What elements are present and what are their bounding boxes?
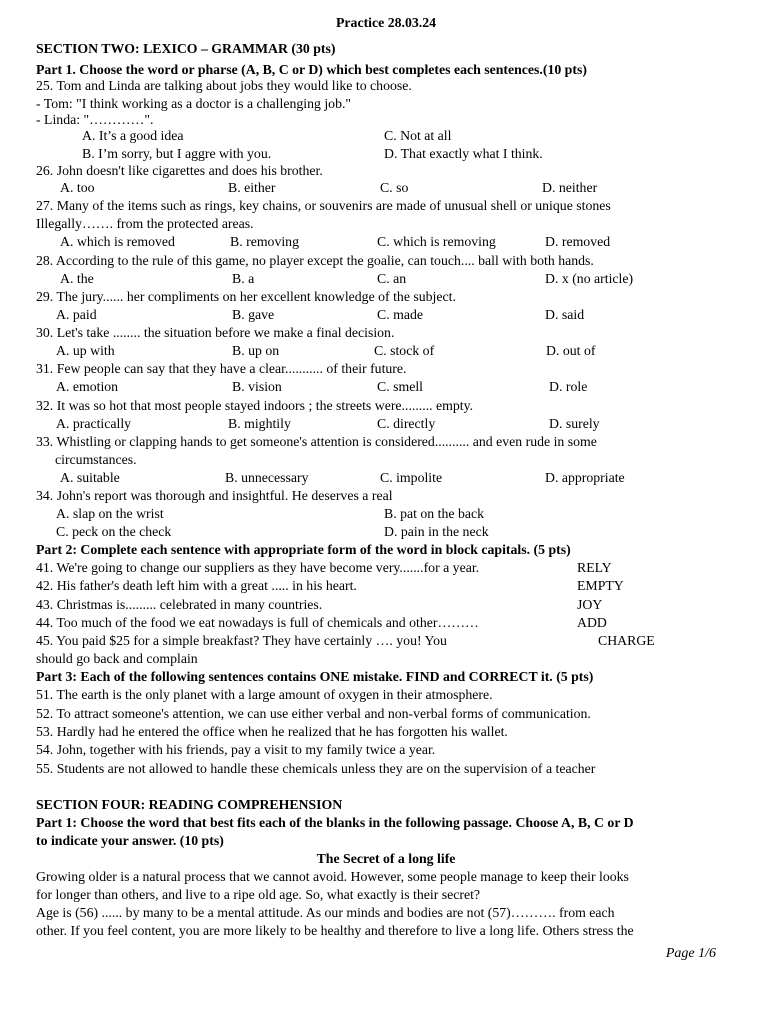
part3-item-53: 53. Hardly had he entered the office when he realized that he has forgotten his wallet. (36, 724, 508, 739)
q34-option-d: D. pain in the neck (384, 524, 489, 539)
part2-item-45-cont: should go back and complain (36, 651, 198, 666)
q25-option-a: A. It’s a good idea (82, 128, 184, 143)
q29-option-b: B. gave (232, 307, 275, 322)
part3-item-51: 51. The earth is the only planet with a large amount of oxygen in their atmosphere. (36, 687, 493, 702)
q33-option-b: B. unnecessary (225, 470, 309, 485)
q31-option-a: A. emotion (56, 379, 119, 394)
q25-option-c: C. Not at all (384, 128, 452, 143)
q34-option-a: A. slap on the wrist (56, 506, 164, 521)
passage-line-4: other. If you feel content, you are more likely to be healthy and therefore to live a long life. Others stress the (36, 923, 634, 938)
q28-option-b: B. a (232, 271, 255, 286)
q27-stem-line2: Illegally……. from the protected areas. (36, 216, 254, 231)
q34-option-c: C. peck on the check (56, 524, 172, 539)
q26-stem: 26. John doesn't like cigarettes and does his brother. (36, 163, 323, 178)
q32-option-a: A. practically (56, 416, 132, 431)
q25-tom: - Tom: "I think working as a doctor is a challenging job." (36, 96, 352, 111)
q30-option-a: A. up with (56, 343, 115, 358)
part3-item-55: 55. Students are not allowed to handle these chemicals unless they are on the supervision of a teacher (36, 761, 596, 776)
q33-option-d: D. appropriate (545, 470, 625, 485)
q27-option-d: D. removed (545, 234, 611, 249)
q30-option-b: B. up on (232, 343, 280, 358)
reading-part1-heading-line1: Part 1: Choose the word that best fits each of the blanks in the following passage. Choose A, B, C or D (36, 815, 634, 830)
q25-stem: 25. Tom and Linda are talking about jobs they would like to choose. (36, 78, 412, 93)
part3-item-52: 52. To attract someone's attention, we can use either verbal and non-verbal forms of communication. (36, 706, 591, 721)
q33-option-c: C. impolite (380, 470, 443, 485)
passage-line-2: for longer than others, and live to a ripe old age. So, what exactly is their secret? (36, 887, 481, 902)
q34-option-b: B. pat on the back (384, 506, 485, 521)
q32-stem: 32. It was so hot that most people stayed indoors ; the streets were......... empty. (36, 398, 474, 413)
passage-line-1: Growing older is a natural process that we cannot avoid. However, some people manage to keep their looks (36, 869, 629, 884)
part2-word-44: ADD (577, 615, 607, 630)
part2-item-41: 41. We're going to change our suppliers as they have become very.......for a year. (36, 560, 480, 575)
part2-word-45: CHARGE (598, 633, 655, 648)
q28-stem: 28. According to the rule of this game, no player except the goalie, can touch.... ball with both hands. (36, 253, 594, 268)
q27-stem-line1: 27. Many of the items such as rings, key chains, or souvenirs are made of unusual shell or unique stones (36, 198, 611, 213)
q30-stem: 30. Let's take ........ the situation before we make a final decision. (36, 325, 395, 340)
q30-option-c: C. stock of (374, 343, 435, 358)
part2-heading: Part 2: Complete each sentence with appropriate form of the word in block capitals. (5 pts) (36, 542, 571, 557)
q26-option-b: B. either (228, 180, 276, 195)
part2-word-42: EMPTY (577, 578, 624, 593)
part2-item-42: 42. His father's death left him with a great ..... in his heart. (36, 578, 357, 593)
part3-heading: Part 3: Each of the following sentences contains ONE mistake. FIND and CORRECT it. (5 pts) (36, 669, 594, 684)
q27-option-c: C. which is removing (377, 234, 496, 249)
q34-stem: 34. John's report was thorough and insightful. He deserves a real (36, 488, 393, 503)
part2-item-43: 43. Christmas is......... celebrated in many countries. (36, 597, 323, 612)
part2-word-41: RELY (577, 560, 612, 575)
q31-option-c: C. smell (377, 379, 423, 394)
q30-option-d: D. out of (546, 343, 596, 358)
q25-option-d: D. That exactly what I think. (384, 146, 543, 161)
section-four-heading: SECTION FOUR: READING COMPREHENSION (36, 797, 343, 812)
q31-option-d: D. role (549, 379, 588, 394)
q26-option-a: A. too (60, 180, 95, 195)
passage-title: The Secret of a long life (316, 851, 456, 866)
part2-item-45: 45. You paid $25 for a simple breakfast? They have certainly …. you! You (36, 633, 447, 648)
part1-heading: Part 1. Choose the word or pharse (A, B, C or D) which best completes each sentences.(10 pts) (36, 62, 587, 77)
q25-linda: - Linda: "…………". (36, 112, 154, 127)
q33-stem-line1: 33. Whistling or clapping hands to get someone's attention is considered.......... and even rude in some (36, 434, 597, 449)
q28-option-c: C. an (377, 271, 407, 286)
q32-option-b: B. mightily (228, 416, 291, 431)
q27-option-a: A. which is removed (60, 234, 175, 249)
q26-option-c: C. so (380, 180, 409, 195)
q28-option-a: A. the (60, 271, 94, 286)
part2-item-44: 44. Too much of the food we eat nowadays is full of chemicals and other……… (36, 615, 479, 630)
q29-option-d: D. said (545, 307, 585, 322)
q29-stem: 29. The jury...... her compliments on her excellent knowledge of the subject. (36, 289, 456, 304)
passage-line-3: Age is (56) ...... by many to be a mental attitude. As our minds and bodies are not (57)………. from each (36, 905, 615, 920)
part2-word-43: JOY (577, 597, 603, 612)
q27-option-b: B. removing (230, 234, 299, 249)
q33-stem-line2: circumstances. (55, 452, 137, 467)
q32-option-d: D. surely (549, 416, 600, 431)
q33-option-a: A. suitable (60, 470, 120, 485)
q28-option-d: D. x (no article) (545, 271, 634, 286)
section-two-heading: SECTION TWO: LEXICO – GRAMMAR (30 pts) (36, 41, 336, 56)
q31-option-b: B. vision (232, 379, 282, 394)
part3-item-54: 54. John, together with his friends, pay a visit to my family twice a year. (36, 742, 436, 757)
q29-option-c: C. made (377, 307, 423, 322)
page-number: Page 1/6 (665, 946, 716, 961)
page-title: Practice 28.03.24 (336, 15, 436, 30)
q26-option-d: D. neither (542, 180, 598, 195)
q29-option-a: A. paid (56, 307, 97, 322)
q32-option-c: C. directly (377, 416, 436, 431)
reading-part1-heading-line2: to indicate your answer. (10 pts) (36, 833, 224, 848)
q25-option-b: B. I’m sorry, but I aggre with you. (82, 146, 272, 161)
q31-stem: 31. Few people can say that they have a clear........... of their future. (36, 361, 407, 376)
